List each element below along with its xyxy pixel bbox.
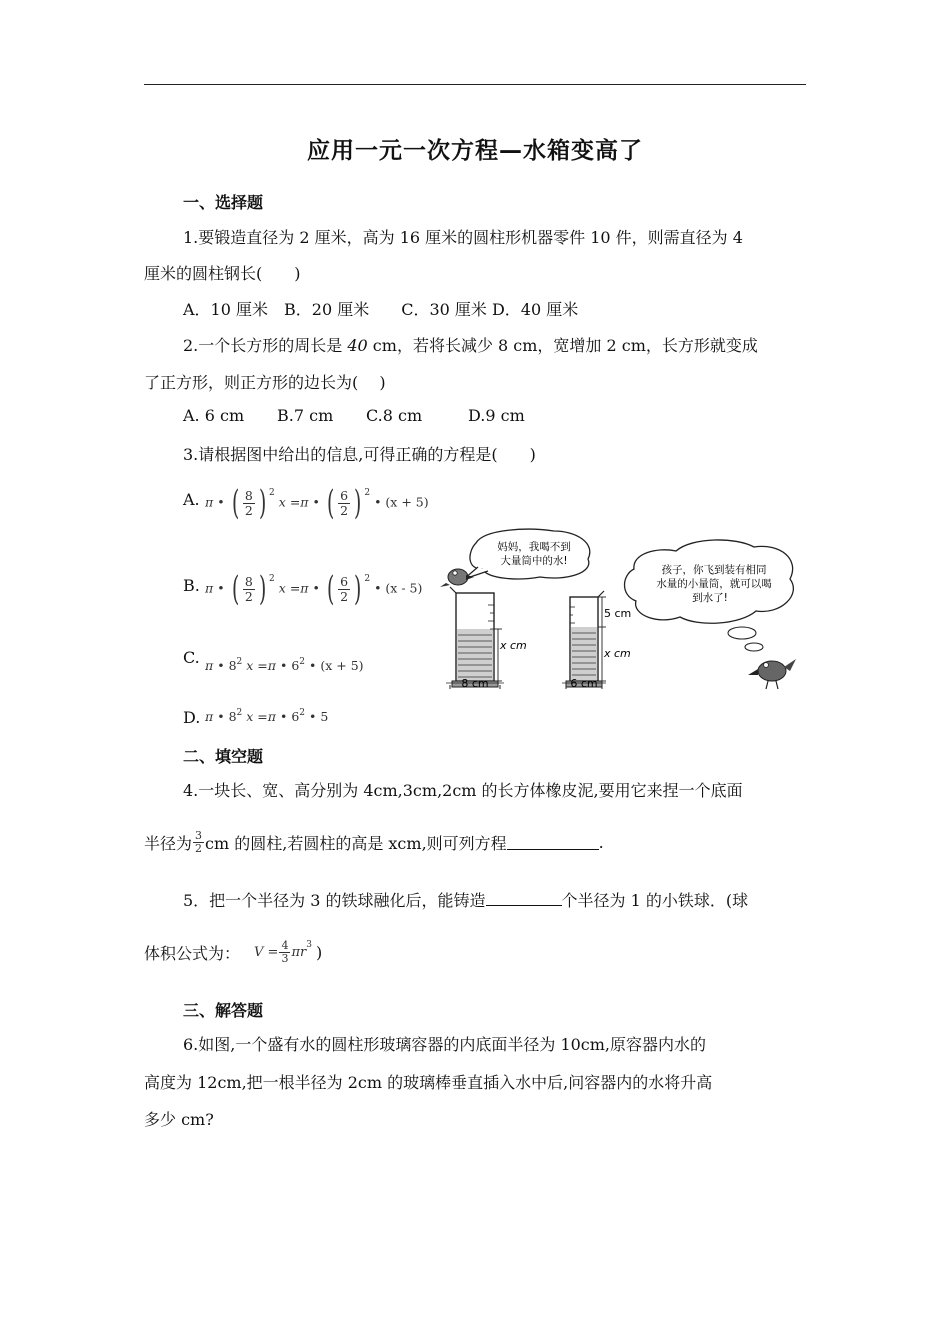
q3-option-a-label: A. <box>183 490 200 509</box>
q1-options: A．10 厘米 B．20 厘米 C．30 厘米 D．40 厘米 <box>183 300 579 319</box>
q6-line2: 高度为 12cm,把一根半径为 2cm 的玻璃棒垂直插入水中后,问容器内的水将升高 <box>144 1073 713 1092</box>
q5-answer-blank[interactable] <box>486 891 562 906</box>
q3-option-a-equation: π • ( $\frac{8}{2}$ ) $^2$ x =π • ( $\frac{6}{2}$ ) $^2$ • (x + 5) <box>205 483 429 523</box>
header-rule <box>144 84 806 85</box>
q3-option-d-label: D. <box>183 708 201 727</box>
svg-text:妈妈，我喝不到: 妈妈，我喝不到 <box>497 541 571 553</box>
q2-option-d: D.9 cm <box>468 406 525 425</box>
q2-option-a: A. 6 cm <box>183 406 245 425</box>
small-cylinder-icon <box>562 591 631 690</box>
q4-answer-blank[interactable] <box>507 835 599 850</box>
svg-text:x cm: x cm <box>604 647 631 660</box>
speech-bubble-right <box>625 540 794 651</box>
svg-text:孩子，你飞到装有相同: 孩子，你飞到装有相同 <box>661 564 767 576</box>
large-cylinder-icon <box>446 587 527 690</box>
q2-option-b: B.7 cm <box>277 406 334 425</box>
bird-icon <box>440 569 474 587</box>
svg-text:6 cm: 6 cm <box>570 677 598 690</box>
q1-line1: 1.要锻造直径为 2 厘米，高为 16 厘米的圆柱形机器零件 10 件，则需直径为 4 <box>183 228 743 247</box>
svg-text:水量的小量筒，就可以喝: 水量的小量筒，就可以喝 <box>656 578 772 590</box>
q3-stem: 3.请根据图中给出的信息,可得正确的方程是( ) <box>183 445 536 464</box>
q2-line1: 2.一个长方形的周长是 40 cm，若将长减少 8 cm，宽增加 2 cm，长方形就变成 <box>183 336 758 355</box>
page-title: 应用一元一次方程—水箱变高了 <box>307 138 643 164</box>
svg-text:到水了!: 到水了! <box>692 592 728 604</box>
q1-line2: 厘米的圆柱钢长( ) <box>144 264 301 283</box>
q3-option-d-equation: π • $8^2$ x =π • $6^2$ • 5 <box>205 708 329 724</box>
section-heading-choice: 一、选择题 <box>183 193 264 212</box>
speech-bubble-left <box>464 529 590 579</box>
q3-option-c-equation: π • $8^2$ x =π • $6^2$ • (x + 5) <box>205 657 364 673</box>
svg-text:大量筒中的水!: 大量筒中的水! <box>500 555 568 567</box>
svg-text:8 cm: 8 cm <box>461 677 489 690</box>
crow-icon <box>748 659 796 689</box>
q2-line2: 了正方形，则正方形的边长为( ) <box>144 373 386 392</box>
q6-line1: 6.如图,一个盛有水的圆柱形玻璃容器的内底面半径为 10cm,原容器内水的 <box>183 1035 707 1054</box>
q5-line1: 5．把一个半径为 3 的铁球融化后，能铸造 个半径为 1 的小铁球．(球 <box>183 891 749 910</box>
section-heading-solve: 三、解答题 <box>183 1001 264 1020</box>
svg-text:x cm: x cm <box>500 639 527 652</box>
q5-line2: 体积公式为： V = $\frac{4}{3}$ πr 3 ) <box>144 939 323 965</box>
q2-option-c: C.8 cm <box>366 406 423 425</box>
q3-option-c-label: C. <box>183 648 200 667</box>
q4-line2: 半径为 $\frac{3}{2}$ cm 的圆柱,若圆柱的高是 xcm,则可列方程 . <box>144 829 604 855</box>
q3-option-b-label: B. <box>183 576 200 595</box>
q4-line1: 4.一块长、宽、高分别为 4cm,3cm,2cm 的长方体橡皮泥,要用它来捏一个底面 <box>183 781 743 800</box>
svg-text:5 cm: 5 cm <box>604 607 632 620</box>
q6-line3: 多少 cm? <box>144 1110 214 1129</box>
q3-option-b-equation: π • ( $\frac{8}{2}$ ) $^2$ x =π • ( $\frac{6}{2}$ ) $^2$ • (x - 5) <box>205 569 423 609</box>
section-heading-fill: 二、填空题 <box>183 747 264 766</box>
q3-figure <box>436 525 806 697</box>
